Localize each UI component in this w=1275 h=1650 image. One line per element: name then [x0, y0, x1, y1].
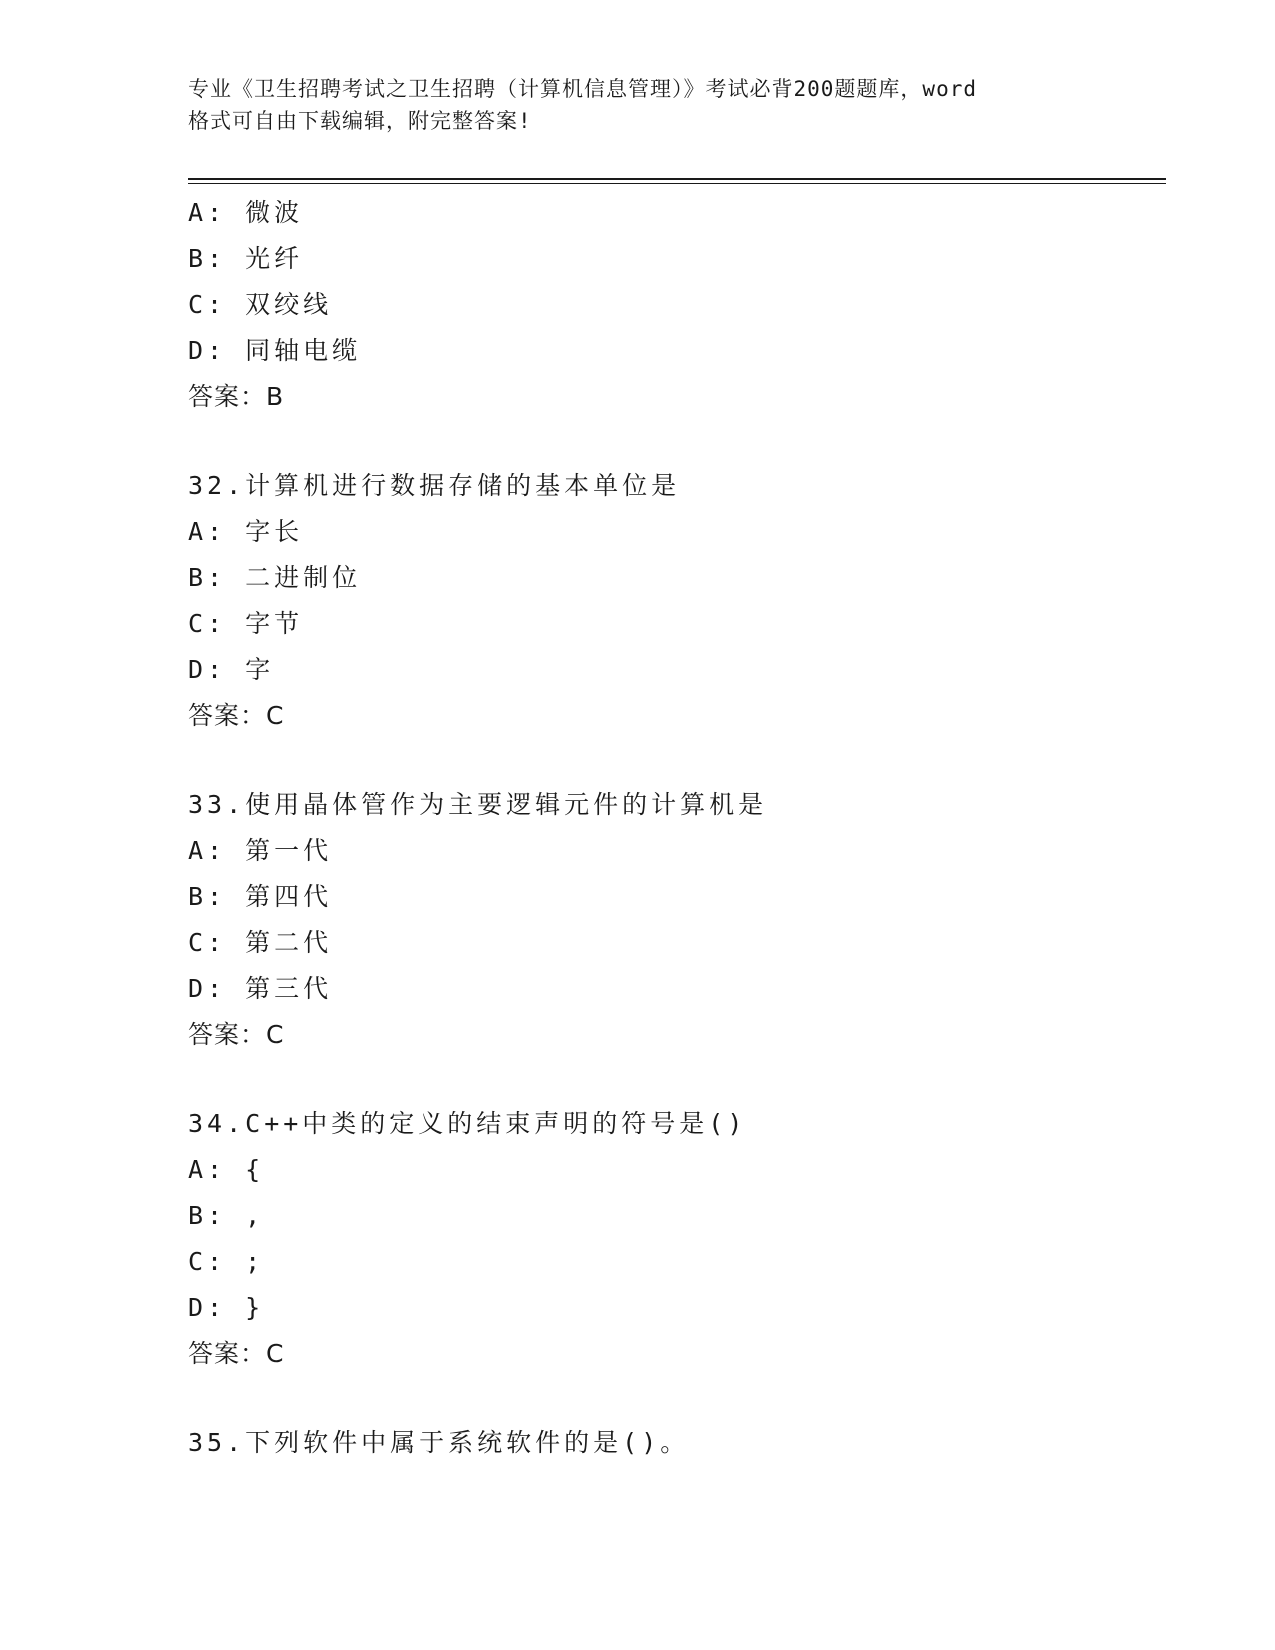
- option-b: B: ,: [188, 1201, 265, 1230]
- option-d: D: 同轴电缆: [188, 336, 362, 365]
- question-text: 34.C++中类的定义的结束声明的符号是(): [188, 1109, 747, 1138]
- question-text: 32.计算机进行数据存储的基本单位是: [188, 471, 681, 500]
- header-line-1: 专业《卫生招聘考试之卫生招聘（计算机信息管理）》考试必背200题题库，word: [188, 77, 977, 101]
- option-a: A: 字长: [188, 517, 304, 546]
- option-d: D: }: [188, 1293, 265, 1322]
- spacer: [188, 420, 1166, 463]
- option-a: A: 微波: [188, 198, 304, 227]
- option-b: B: 二进制位: [188, 563, 362, 592]
- option-b: B: 光纤: [188, 244, 304, 273]
- answer-line: 答案：B: [188, 382, 285, 411]
- option-c: C: 双绞线: [188, 290, 333, 319]
- document-header: [188, 73, 1088, 137]
- question-text: 33.使用晶体管作为主要逻辑元件的计算机是: [188, 790, 768, 819]
- question-32-block: [188, 463, 1166, 739]
- question-list: [188, 190, 1166, 1466]
- spacer: [188, 1377, 1166, 1420]
- answer-line: 答案：C: [188, 701, 285, 730]
- option-d: D: 字: [188, 655, 275, 684]
- option-d: D: 第三代: [188, 974, 333, 1003]
- question-text: 35.下列软件中属于系统软件的是()。: [188, 1428, 690, 1457]
- question-35-block: [188, 1420, 1166, 1466]
- spacer: [188, 739, 1166, 782]
- question-33-block: [188, 782, 1166, 1058]
- spacer: [188, 1058, 1166, 1101]
- answer-line: 答案：C: [188, 1339, 285, 1368]
- option-a: A: 第一代: [188, 836, 333, 865]
- question-31-block: [188, 190, 1166, 420]
- header-divider: [188, 178, 1166, 184]
- option-c: C: 字节: [188, 609, 304, 638]
- answer-line: 答案：C: [188, 1020, 285, 1049]
- question-34-block: [188, 1101, 1166, 1377]
- option-b: B: 第四代: [188, 882, 333, 911]
- option-a: A: {: [188, 1155, 265, 1184]
- option-c: C: 第二代: [188, 928, 333, 957]
- option-c: C: ;: [188, 1247, 265, 1276]
- header-line-2: 格式可自由下载编辑，附完整答案!: [188, 109, 532, 133]
